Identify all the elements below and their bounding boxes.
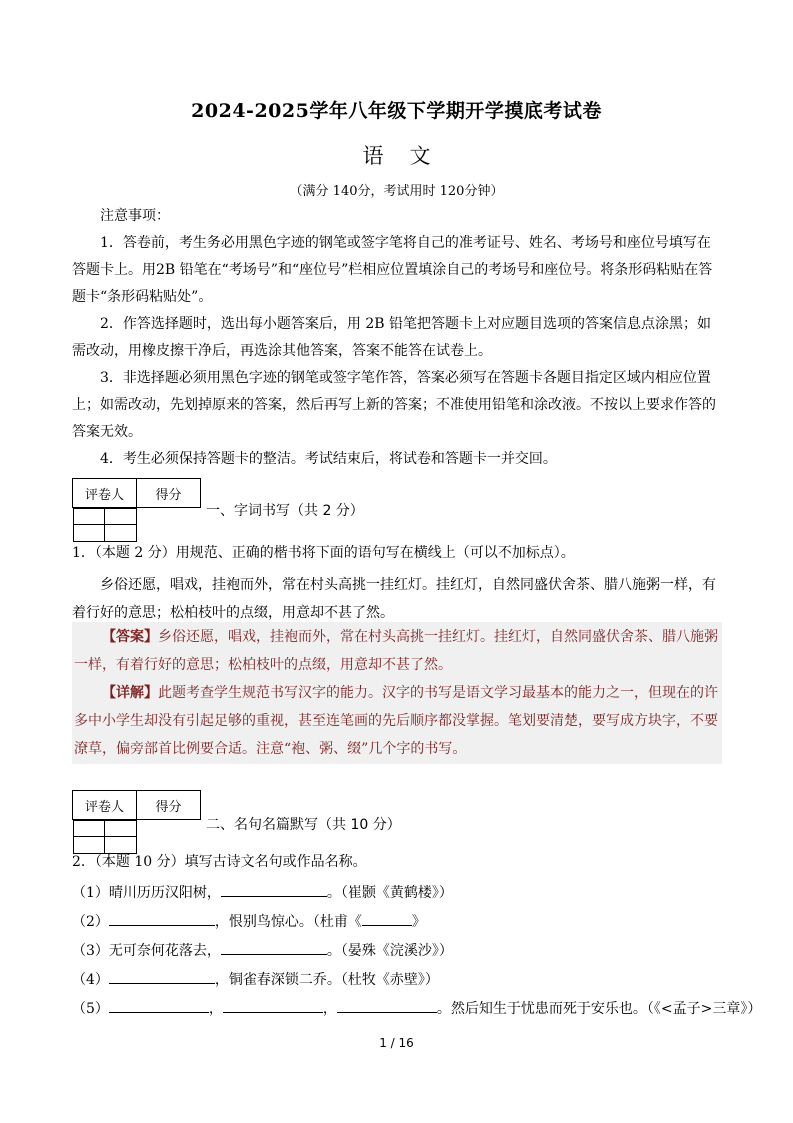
- exam-meta: （满分 140分，考试用时 120分钟）: [289, 184, 504, 199]
- fill-item-3: [72, 937, 752, 966]
- item-post: ，铜雀春深锁二乔。（杜牧《赤壁》）: [214, 972, 439, 988]
- fill-item-2: [72, 908, 752, 937]
- notice-item: 1．答卷前，考生务必用黑色字迹的钢笔或签字笔将自己的准考证号、姓名、考场号和座位号填写在答题卡上。用2B 铅笔在“考场号”和“座位号”栏相应位置填涂自己的考场号和座位号。将条形码粘贴在答题卡“条形码粘贴处”。: [72, 235, 713, 305]
- score-label: 得分: [137, 479, 201, 508]
- section-heading-2: 二、名句名篇默写（共 10 分）: [206, 817, 401, 833]
- grader-label: 评卷人: [73, 479, 137, 508]
- answer-paragraph: [72, 622, 722, 679]
- detail-text: 此题考查学生规范书写汉字的能力。汉字的书写是语文学习最基本的能力之一，但现在的许多中小学生却没有引起足够的重视，甚至连笔画的先后顺序都没掌握。笔划要清楚，要写成方块字，不要潦草，偏旁部首比例要合适。注意“袍、粥、缀”几个字的书写。: [74, 685, 718, 757]
- answer-blank[interactable]: [109, 967, 215, 984]
- detail-paragraph: [72, 679, 722, 763]
- answer-blank[interactable]: [337, 996, 437, 1013]
- grader-cell[interactable]: [73, 509, 105, 542]
- item-tail: 》: [411, 914, 426, 930]
- score-label: 得分: [137, 791, 201, 820]
- notice-item: 2．作答选择题时，选出每小题答案后，用 2B 铅笔把答题卡上对应题目选项的答案信息点涂黑；如需改动，用橡皮擦干净后，再选涂其他答案，答案不能答在试卷上。: [72, 316, 712, 359]
- answer-blank[interactable]: [223, 996, 323, 1013]
- item-post: ，恨别鸟惊心。（杜甫《: [214, 914, 362, 930]
- fill-item-1: [72, 879, 752, 908]
- score-cell[interactable]: [105, 821, 137, 854]
- item-pre: 无可奈何花落去，: [108, 943, 221, 959]
- notice-item: 4．考生必须保持答题卡的整洁。考试结束后，将试卷和答题卡一并交回。: [100, 451, 557, 467]
- item-number: （3）: [72, 943, 109, 959]
- page-title: 2024-2025学年八年级下学期开学摸底考试卷: [191, 100, 602, 122]
- fill-item-5: （5） ， ， 。然后知生于忧患而死于安乐也。（《<孟子>三章》）: [72, 995, 752, 1024]
- answer-text: 乡俗还愿，唱戏，挂袍而外，常在村头高挑一挂红灯。挂红灯，自然同盛伏舍茶、腊八施粥一样，有着行好的意思；松柏枝叶的点缀，用意却不甚了然。: [74, 629, 718, 673]
- subject-title: 语文: [362, 144, 457, 168]
- section-heading-1: 一、字词书写（共 2 分）: [206, 503, 364, 519]
- item-number: （2）: [72, 914, 109, 930]
- item-post: 。（晏殊《浣溪沙》）: [326, 943, 453, 959]
- answer-blank[interactable]: [221, 938, 327, 955]
- answer-box: [72, 622, 722, 764]
- answer-blank[interactable]: [362, 909, 412, 926]
- fill-item-4: [72, 966, 752, 995]
- item-number: （1）: [72, 885, 109, 901]
- item-post: 。然后知生于忧患而死于安乐也。（《<孟子>三章》）: [436, 1001, 762, 1017]
- answer-blank[interactable]: [221, 880, 327, 897]
- grader-cell[interactable]: [73, 821, 105, 854]
- question-2-items: [72, 879, 762, 1024]
- answer-blank[interactable]: [109, 996, 209, 1013]
- item-pre: 晴川历历汉阳树，: [108, 885, 221, 901]
- question-2-prompt: 2．（本题 10 分）填写古诗文名句或作品名称。: [72, 854, 367, 870]
- item-number: （4）: [72, 972, 109, 988]
- question-1: [72, 540, 722, 627]
- detail-tag: 【详解】: [102, 685, 158, 701]
- score-table-1: [72, 478, 201, 529]
- score-cell[interactable]: [105, 509, 137, 542]
- notice-list: [72, 230, 722, 473]
- answer-tag: 【答案】: [102, 629, 158, 645]
- grader-label: 评卷人: [73, 791, 137, 820]
- notice-item: 3．非选择题必须用黑色字迹的钢笔或签字笔作答，答案必须写在答题卡各题目指定区域内相应位置上；如需改动，先划掉原来的答案，然后再写上新的答案；不准使用铅笔和涂改液。不按以上要求作答的答案无效。: [72, 370, 716, 440]
- question-1-passage: 乡俗还愿，唱戏，挂袍而外，常在村头高挑一挂红灯。挂红灯，自然同盛伏舍茶、腊八施粥一样，有着行好的意思；松柏枝叶的点缀，用意却不甚了然。: [72, 577, 716, 621]
- notice-title: 注意事项：: [100, 208, 170, 224]
- question-1-prompt: 1．（本题 2 分）用规范、正确的楷书将下面的语句写在横线上（可以不加标点）。: [72, 545, 575, 561]
- answer-blank[interactable]: [109, 909, 215, 926]
- page-number: 1 / 16: [379, 1036, 414, 1050]
- item-number: （5）: [72, 1001, 109, 1017]
- item-post: 。（崔颢《黄鹤楼》）: [326, 885, 453, 901]
- score-table-2: [72, 790, 201, 841]
